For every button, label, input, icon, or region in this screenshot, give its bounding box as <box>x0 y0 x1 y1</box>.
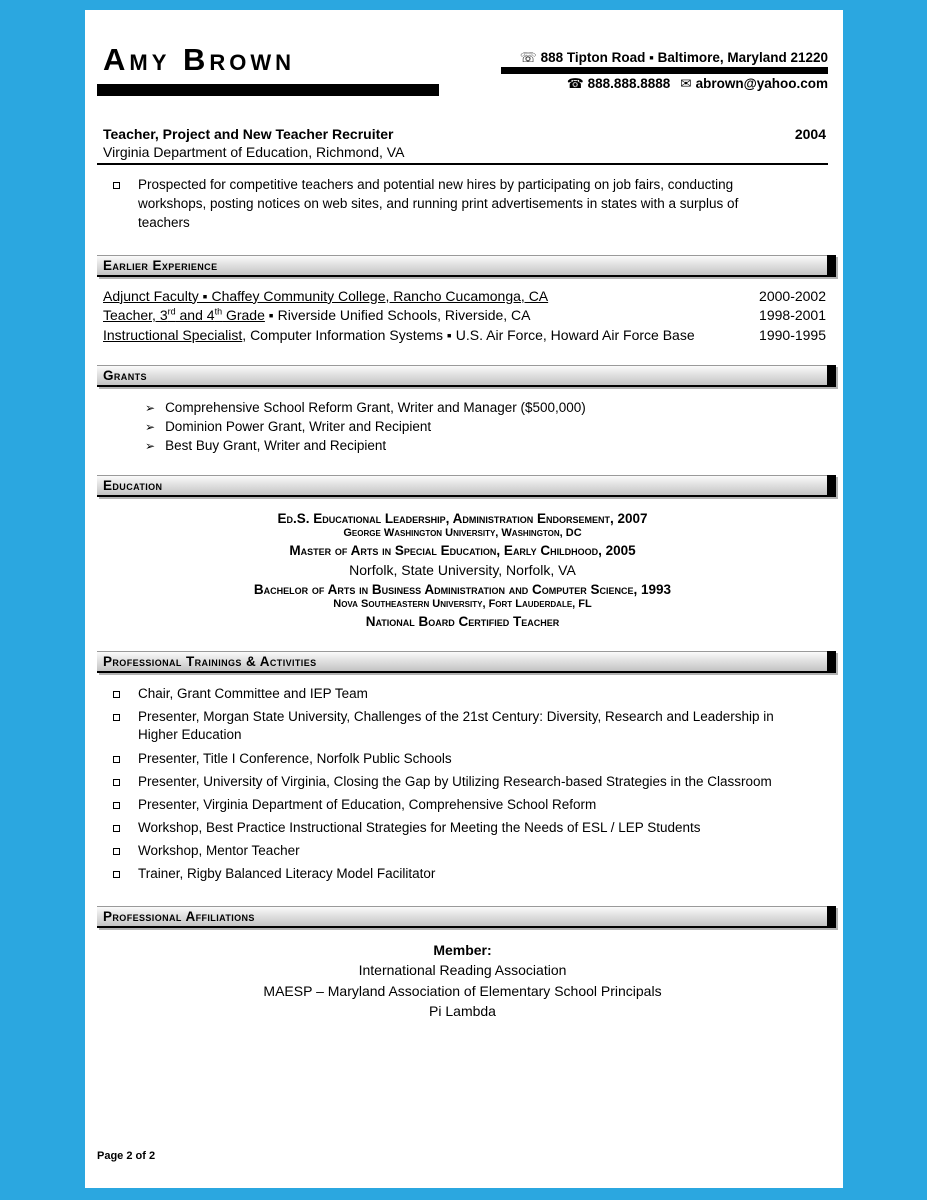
trainings-list <box>97 685 828 884</box>
training-item <box>97 842 828 861</box>
training-text: Presenter, Virginia Department of Education, Comprehensive School Reform <box>138 796 597 812</box>
experience-row <box>97 328 828 343</box>
square-bullet-icon <box>113 848 120 855</box>
training-item <box>97 865 828 884</box>
address-text: 888 Tipton Road ▪ Baltimore, Maryland 21220 <box>540 50 828 65</box>
section-earlier-experience <box>97 255 828 343</box>
experience-years: 1990-1995 <box>759 326 826 343</box>
training-item <box>97 708 828 745</box>
contact-block <box>493 50 828 91</box>
phone-icon: ☎ <box>566 76 584 91</box>
contact-divider-bar <box>501 67 828 74</box>
email-address: abrown@yahoo.com <box>695 76 828 91</box>
page-number: Page 2 of 2 <box>97 1150 156 1162</box>
section-title: Education <box>103 477 163 493</box>
training-text: Workshop, Best Practice Instructional Strategies for Meeting the Needs of ESL / LEP Students <box>138 819 701 835</box>
education-school: George Washington University, Washington, DC <box>343 526 582 539</box>
arrow-bullet-icon: ➢ <box>145 400 156 415</box>
grant-text: Dominion Power Grant, Writer and Recipient <box>165 418 432 434</box>
grant-text: Best Buy Grant, Writer and Recipient <box>165 437 387 453</box>
section-trainings <box>97 651 828 884</box>
square-bullet-icon <box>113 779 120 786</box>
affiliation-item: MAESP – Maryland Association of Elementary School Principals <box>263 982 662 999</box>
member-label: Member: <box>433 941 492 958</box>
divider-line <box>97 163 828 165</box>
experience-years: 2000-2002 <box>759 287 826 304</box>
address-line <box>493 50 828 65</box>
training-text: Presenter, Morgan State University, Challenges of the 21st Century: Diversity, Research and Leadership in Higher Education <box>138 708 774 743</box>
section-grants <box>97 365 828 453</box>
square-bullet-icon <box>113 756 120 763</box>
experience-text <box>103 289 548 304</box>
job-bullet-text: Prospected for competitive teachers and potential new hires by participating on job fairs, conducting workshops, posting notices on web sites, and running print advertisements in states with a surplus of teachers <box>138 177 739 230</box>
section-title: Grants <box>103 367 147 383</box>
grant-item <box>97 401 828 415</box>
square-bullet-icon <box>113 691 120 698</box>
section-header-bar <box>97 651 836 673</box>
job-heading <box>97 126 828 142</box>
experience-row <box>97 308 828 323</box>
training-item <box>97 773 828 792</box>
section-header-bar <box>97 365 836 387</box>
section-title: Professional Trainings & Activities <box>103 653 317 669</box>
square-bullet-icon <box>113 802 120 809</box>
arrow-bullet-icon: ➢ <box>145 438 156 453</box>
education-degree: Master of Arts in Special Education, Early Childhood, 2005 <box>289 542 636 558</box>
training-item <box>97 750 828 769</box>
section-title: Earlier Experience <box>103 257 218 273</box>
fax-icon: ☏ <box>519 50 537 65</box>
job-year: 2004 <box>794 126 826 142</box>
experience-rest: ▪ Riverside Unified Schools, Riverside, CA <box>264 307 531 324</box>
section-header-bar <box>97 906 836 928</box>
section-affiliations <box>97 906 828 1020</box>
training-text: Trainer, Rigby Balanced Literacy Model Facilitator <box>138 866 436 882</box>
section-header-bar <box>97 255 836 277</box>
training-text: Chair, Grant Committee and IEP Team <box>138 685 368 701</box>
section-header-bar <box>97 475 836 497</box>
arrow-bullet-icon: ➢ <box>145 419 156 434</box>
square-bullet-icon <box>113 714 120 721</box>
training-item <box>97 819 828 838</box>
experience-text <box>103 328 695 343</box>
superscript: rd <box>167 306 176 317</box>
envelope-icon: ✉ <box>680 76 692 91</box>
experience-text <box>103 308 531 323</box>
affiliation-item: International Reading Association <box>358 962 567 979</box>
experience-underlined: Teacher, 3rd and 4th Grade <box>103 306 265 324</box>
job-title: Teacher, Project and New Teacher Recruiter <box>103 126 394 142</box>
superscript: th <box>214 306 223 317</box>
name-underline-bar <box>97 84 439 96</box>
education-school: Norfolk, State University, Norfolk, VA <box>349 561 576 578</box>
experience-years: 1998-2001 <box>759 307 826 324</box>
experience-list <box>97 289 828 343</box>
section-education <box>97 475 828 629</box>
experience-row <box>97 289 828 304</box>
experience-underlined: Adjunct Faculty ▪ Chaffey Community College, Rancho Cucamonga, CA <box>103 287 549 304</box>
experience-rest: , Computer Information Systems ▪ U.S. Air Force, Howard Air Force Base <box>242 326 695 343</box>
grants-list <box>97 401 828 453</box>
candidate-name: Amy Brown <box>103 42 296 77</box>
training-item <box>97 685 828 704</box>
grant-item <box>97 439 828 453</box>
training-text: Presenter, Title I Conference, Norfolk Public Schools <box>138 750 452 766</box>
training-text: Workshop, Mentor Teacher <box>138 843 300 859</box>
section-title: Professional Affiliations <box>103 908 255 924</box>
square-bullet-icon <box>113 182 120 189</box>
square-bullet-icon <box>113 871 120 878</box>
header <box>97 44 828 102</box>
affiliations-list <box>97 942 828 1020</box>
resume-page <box>85 10 843 1188</box>
job-organization: Virginia Department of Education, Richmond, VA <box>103 144 405 160</box>
training-item <box>97 796 828 815</box>
education-list <box>97 511 828 629</box>
training-text: Presenter, University of Virginia, Closing the Gap by Utilizing Research-based Strategies in the Classroom <box>138 773 772 789</box>
experience-underlined: Instructional Specialist <box>103 326 243 343</box>
square-bullet-icon <box>113 825 120 832</box>
grant-item <box>97 420 828 434</box>
education-degree: Ed.S. Educational Leadership, Administration Endorsement, 2007 <box>277 510 648 526</box>
current-role <box>97 126 828 233</box>
job-bullet-item <box>97 176 828 233</box>
grant-text: Comprehensive School Reform Grant, Writer and Manager ($500,000) <box>165 399 586 415</box>
education-degree: Bachelor of Arts in Business Administration and Computer Science, 1993 <box>253 581 672 597</box>
education-certification: National Board Certified Teacher <box>365 613 560 629</box>
education-school: Nova Southeastern University, Fort Lauderdale, FL <box>333 597 592 610</box>
phone-email-line <box>493 76 828 91</box>
affiliation-item: Pi Lambda <box>429 1003 496 1020</box>
phone-number: 888.888.8888 <box>587 76 671 91</box>
